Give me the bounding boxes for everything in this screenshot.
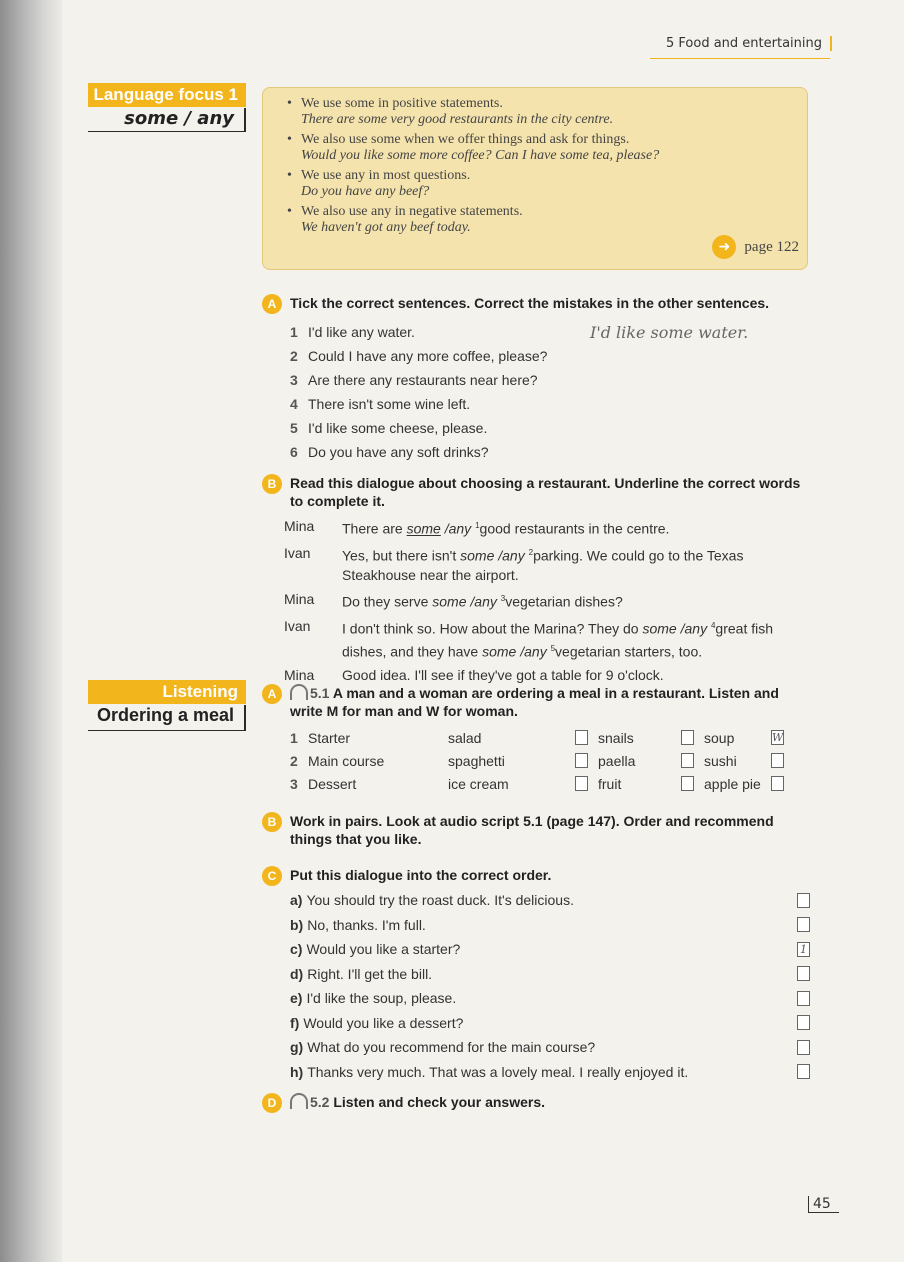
dialogue-line [284, 665, 808, 685]
gap-number: 5 [550, 643, 556, 653]
gap-number: 4 [710, 620, 716, 630]
list-item [290, 913, 810, 938]
slash: / [676, 620, 685, 637]
item-number: 3 [290, 372, 298, 388]
menu-option [598, 776, 704, 792]
section-tab-language-focus: Language focus 1 [88, 83, 246, 107]
list-item [290, 937, 810, 962]
dialogue-text [342, 616, 804, 661]
listening-c [262, 866, 808, 1084]
exercise-b [262, 474, 808, 689]
item-text: Are there any restaurants near here? [308, 372, 538, 388]
exercise-letter-badge: D [262, 1093, 282, 1113]
word-option[interactable]: some [482, 643, 517, 660]
order-box[interactable] [797, 1064, 810, 1079]
table-row [290, 726, 808, 749]
item-text: Thanks very much. That was a lovely meal. I really enjoyed it. [307, 1063, 689, 1080]
list-item [290, 344, 808, 368]
language-focus-box [262, 87, 808, 270]
answer-box[interactable] [681, 730, 694, 745]
dialogue-text [342, 543, 804, 586]
headphones-icon [290, 1093, 308, 1109]
list-item [290, 986, 810, 1011]
item-text: Would you like a dessert? [303, 1014, 464, 1031]
section-subtitle-ordering: Ordering a meal [88, 705, 246, 731]
menu-option [704, 753, 794, 769]
rule-text: We use some in positive statements. [301, 96, 503, 111]
item-number: 1 [290, 324, 298, 340]
track-number: 5.1 [310, 685, 330, 701]
item-number: 4 [290, 396, 298, 412]
item-letter: g) [290, 1039, 304, 1056]
exercise-instruction: Put this dialogue into the correct order. [290, 867, 552, 883]
table-row [290, 772, 808, 795]
order-box[interactable] [797, 1015, 810, 1030]
page-number: 45 [808, 1196, 839, 1213]
focus-rule [287, 132, 795, 164]
arrow-right-icon: ➜ [712, 235, 736, 259]
gap-number: 2 [528, 547, 534, 557]
answer-box[interactable] [771, 753, 784, 768]
item-number: 5 [290, 420, 298, 436]
text-part: vegetarian starters, too. [555, 643, 703, 660]
text-part: parking. We could go to the Texas Steakhouse near the airport. [342, 547, 744, 584]
dialogue-text [342, 589, 804, 612]
text-part: Yes, but there isn't [342, 547, 461, 564]
exercise-items [290, 320, 808, 464]
focus-rule [287, 204, 795, 236]
order-box[interactable] [797, 966, 810, 981]
item-letter: e) [290, 990, 303, 1007]
slash: / [494, 547, 503, 564]
rule-text: We also use any in negative statements. [301, 204, 523, 219]
word-option[interactable]: any [524, 643, 547, 660]
exercise-letter-badge: B [262, 812, 282, 832]
headphones-icon [290, 684, 308, 700]
menu-option [598, 730, 704, 746]
rule-text: We also use some when we offer things and ask for things. [301, 132, 630, 147]
book-spine-shadow [0, 0, 62, 1262]
order-box[interactable] [797, 1040, 810, 1055]
list-item [290, 888, 810, 913]
answer-box[interactable] [771, 776, 784, 791]
speaker-name: Ivan [284, 544, 311, 561]
handwritten-answer: I'd like some water. [590, 322, 749, 342]
answer-box[interactable] [681, 753, 694, 768]
list-item [290, 416, 808, 440]
exercise-a [262, 294, 808, 464]
item-text: Could I have any more coffee, please? [308, 348, 548, 364]
answer-box[interactable] [575, 776, 588, 791]
section-subtitle-some-any: some / any [88, 108, 246, 132]
instruction-text: Listen and check your answers. [333, 1094, 545, 1110]
word-option[interactable]: some [406, 520, 441, 537]
item-text: Do you have any soft drinks? [308, 444, 489, 460]
item-letter: h) [290, 1063, 304, 1080]
exercise-letter-badge: A [262, 684, 282, 704]
exercise-instruction: Work in pairs. Look at audio script 5.1 (page 147). Order and recommend things that you like. [290, 813, 774, 847]
item-text: Would you like a starter? [306, 941, 461, 958]
word-option[interactable]: any [448, 520, 472, 537]
list-item [290, 392, 808, 416]
list-item [290, 368, 808, 392]
text-part: There are [342, 520, 407, 537]
list-item [290, 1060, 810, 1085]
item-text: I'd like some cheese, please. [308, 420, 488, 436]
dish-name: spaghetti [448, 752, 505, 769]
page-reference-text: page 122 [744, 238, 799, 255]
list-item [290, 1011, 810, 1036]
focus-rule [287, 96, 795, 128]
gap-number: 1 [475, 521, 480, 530]
text-part: I don't think so. How about the Marina? They do [342, 620, 643, 637]
dialogue-text: Good idea. I'll see if they've got a table for 9 o'clock. [342, 667, 664, 684]
instruction-text: A man and a woman are ordering a meal in a restaurant. Listen and write M for man and W for woman. [290, 685, 779, 719]
rule-text: We use any in most questions. [301, 168, 471, 183]
slash: / [516, 643, 525, 660]
row-number: 3 [290, 775, 298, 792]
exercise-letter-badge: C [262, 866, 282, 886]
dialogue-line [284, 616, 808, 661]
listening-d [262, 1093, 808, 1111]
row-number: 1 [290, 729, 298, 746]
dish-name: snails [598, 729, 634, 746]
word-option[interactable]: some [460, 547, 495, 564]
dialogue-line [284, 589, 808, 612]
text-part: Do they serve [342, 593, 433, 610]
exercise-letter-badge: A [262, 294, 282, 314]
page-reference-link[interactable] [712, 235, 799, 259]
rule-example: Would you like some more coffee? Can I have some tea, please? [301, 148, 660, 163]
table-row [290, 749, 808, 772]
dish-name: soup [704, 729, 735, 746]
row-number: 2 [290, 752, 298, 769]
list-item [290, 320, 808, 344]
speaker-name: Mina [284, 591, 315, 608]
course-label: Dessert [308, 775, 357, 792]
dish-name: salad [448, 729, 482, 746]
order-box[interactable] [797, 893, 810, 908]
item-letter: d) [290, 965, 304, 982]
exercise-instruction: Read this dialogue about choosing a restaurant. Underline the correct words to complete it. [290, 475, 801, 509]
dialogue-line [284, 543, 808, 586]
order-box[interactable] [797, 917, 810, 932]
speaker-name: Ivan [284, 617, 311, 634]
dish-name: apple pie [704, 775, 761, 792]
listening-a [262, 684, 808, 795]
item-letter: c) [290, 941, 303, 958]
dish-name: sushi [704, 752, 737, 769]
answer-box[interactable] [575, 730, 588, 745]
word-option[interactable]: any [474, 593, 497, 610]
order-list [290, 888, 808, 1084]
item-text: What do you recommend for the main course? [307, 1039, 596, 1056]
listening-b [262, 812, 808, 848]
dish-name: fruit [598, 775, 622, 792]
focus-rule [287, 168, 795, 200]
rule-example: We haven't got any beef today. [301, 220, 471, 235]
menu-option [448, 776, 598, 792]
list-item [290, 1035, 810, 1060]
exercise-letter-badge: B [262, 474, 282, 494]
course-label: Starter [308, 729, 351, 746]
header-rule [650, 58, 830, 59]
section-tab-listening: Listening [88, 680, 246, 704]
item-letter: f) [290, 1014, 300, 1031]
dialogue-line [284, 516, 808, 539]
slash: / [440, 520, 449, 537]
menu-option [598, 753, 704, 769]
order-box[interactable]: 1 [797, 942, 810, 957]
word-option[interactable]: any [684, 620, 708, 637]
item-text: You should try the roast duck. It's delicious. [306, 892, 574, 909]
dish-name: paella [598, 752, 636, 769]
slash: / [466, 593, 475, 610]
item-text: Right. I'll get the bill. [307, 965, 433, 982]
gap-number: 3 [500, 594, 506, 604]
rule-example: There are some very good restaurants in the city centre. [301, 112, 614, 127]
menu-option [704, 776, 794, 792]
item-letter: b) [290, 916, 304, 933]
word-option[interactable]: any [502, 547, 525, 564]
item-text: There isn't some wine left. [308, 396, 471, 412]
item-letter: a) [290, 892, 303, 909]
dialogue-text [342, 516, 804, 539]
exercise-instruction: Tick the correct sentences. Correct the mistakes in the other sentences. [290, 295, 770, 311]
menu-grid [290, 726, 808, 795]
track-number: 5.2 [310, 1094, 330, 1110]
item-text: I'd like the soup, please. [306, 990, 457, 1007]
list-item [290, 962, 810, 987]
exercise-instruction [290, 684, 808, 720]
word-option[interactable]: some [642, 620, 677, 637]
item-text: No, thanks. I'm full. [307, 916, 426, 933]
word-option[interactable]: some [432, 593, 467, 610]
menu-option [448, 730, 598, 746]
menu-option [704, 730, 794, 746]
list-item [290, 440, 808, 464]
rule-example: Do you have any beef? [301, 184, 430, 199]
item-text: I'd like any water. [308, 324, 415, 340]
text-part: vegetarian dishes? [505, 593, 623, 610]
dish-name: ice cream [448, 775, 509, 792]
course-label: Main course [308, 752, 385, 769]
speaker-name: Mina [284, 518, 315, 534]
answer-box[interactable] [575, 753, 588, 768]
item-number: 6 [290, 444, 298, 460]
order-box[interactable] [797, 991, 810, 1006]
answer-box[interactable]: W [772, 731, 784, 744]
text-part: good restaurants in the centre. [479, 520, 670, 537]
speaker-name: Mina [284, 667, 315, 684]
exercise-instruction [290, 1093, 808, 1111]
text-part: great fish dishes, and they have [342, 620, 774, 660]
dialogue [284, 516, 808, 685]
menu-option [448, 753, 598, 769]
answer-box[interactable] [681, 776, 694, 791]
item-number: 2 [290, 348, 298, 364]
unit-header: 5 Food and entertaining [666, 36, 832, 51]
